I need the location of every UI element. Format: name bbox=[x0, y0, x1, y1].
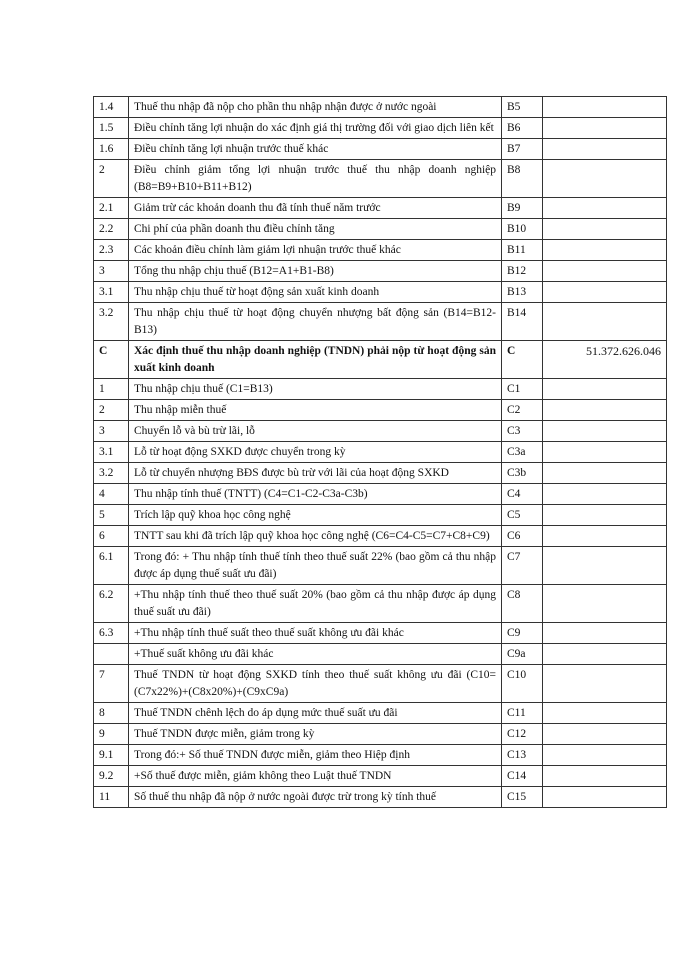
table-row bbox=[94, 219, 667, 240]
row-value-cell bbox=[543, 703, 667, 724]
row-value-cell bbox=[543, 400, 667, 421]
row-code-cell: B14 bbox=[502, 303, 543, 341]
row-code-cell: B6 bbox=[502, 118, 543, 139]
row-description-cell: Thu nhập chịu thuế từ hoạt động chuyển nhượng bất động sản (B14=B12-B13) bbox=[129, 303, 502, 341]
row-number-cell: 2 bbox=[94, 160, 129, 198]
row-value-cell bbox=[543, 261, 667, 282]
row-description-cell: Điều chỉnh tăng lợi nhuận trước thuế khác bbox=[129, 139, 502, 160]
row-number-cell: 2.3 bbox=[94, 240, 129, 261]
row-number-cell: 1.6 bbox=[94, 139, 129, 160]
table-row bbox=[94, 421, 667, 442]
row-number-cell: 7 bbox=[94, 665, 129, 703]
row-code-cell: B9 bbox=[502, 198, 543, 219]
row-value-cell bbox=[543, 766, 667, 787]
row-value-cell: 51.372.626.046 bbox=[543, 341, 667, 379]
row-code-cell: C3a bbox=[502, 442, 543, 463]
row-value-cell bbox=[543, 240, 667, 261]
row-number-cell: 3 bbox=[94, 261, 129, 282]
row-code-cell: C8 bbox=[502, 585, 543, 623]
table-row bbox=[94, 379, 667, 400]
row-code-cell: C2 bbox=[502, 400, 543, 421]
row-description-cell: Chi phí của phần doanh thu điều chỉnh tăng bbox=[129, 219, 502, 240]
row-code-cell: B10 bbox=[502, 219, 543, 240]
row-code-cell: C1 bbox=[502, 379, 543, 400]
row-value-cell bbox=[543, 198, 667, 219]
row-number-cell: 3.1 bbox=[94, 442, 129, 463]
row-description-cell: Lỗ từ hoạt động SXKD được chuyển trong kỳ bbox=[129, 442, 502, 463]
table-row bbox=[94, 766, 667, 787]
row-number-cell: 9 bbox=[94, 724, 129, 745]
row-code-cell: C3 bbox=[502, 421, 543, 442]
row-description-cell: Thu nhập miễn thuế bbox=[129, 400, 502, 421]
row-code-cell: C9a bbox=[502, 644, 543, 665]
row-description-cell: TNTT sau khi đã trích lập quỹ khoa học công nghệ (C6=C4-C5=C7+C8+C9) bbox=[129, 526, 502, 547]
row-code-cell: B12 bbox=[502, 261, 543, 282]
tax-table-body bbox=[94, 97, 667, 808]
row-number-cell: 4 bbox=[94, 484, 129, 505]
row-description-cell: Số thuế thu nhập đã nộp ở nước ngoài được trừ trong kỳ tính thuế bbox=[129, 787, 502, 808]
table-row bbox=[94, 303, 667, 341]
row-code-cell: C13 bbox=[502, 745, 543, 766]
table-row bbox=[94, 118, 667, 139]
row-number-cell: 1 bbox=[94, 379, 129, 400]
row-code-cell: C9 bbox=[502, 623, 543, 644]
row-description-cell: Giảm trừ các khoản doanh thu đã tính thuế năm trước bbox=[129, 198, 502, 219]
table-row bbox=[94, 787, 667, 808]
row-number-cell: 8 bbox=[94, 703, 129, 724]
row-value-cell bbox=[543, 379, 667, 400]
row-number-cell: 2 bbox=[94, 400, 129, 421]
row-value-cell bbox=[543, 585, 667, 623]
row-code-cell: C4 bbox=[502, 484, 543, 505]
row-value-cell bbox=[543, 745, 667, 766]
row-number-cell: 3.1 bbox=[94, 282, 129, 303]
table-row bbox=[94, 282, 667, 303]
row-value-cell bbox=[543, 505, 667, 526]
table-row bbox=[94, 505, 667, 526]
row-code-cell: B13 bbox=[502, 282, 543, 303]
table-row bbox=[94, 400, 667, 421]
row-code-cell: C14 bbox=[502, 766, 543, 787]
table-row bbox=[94, 703, 667, 724]
row-description-cell: Trong đó:+ Số thuế TNDN được miễn, giảm theo Hiệp định bbox=[129, 745, 502, 766]
table-row bbox=[94, 139, 667, 160]
row-number-cell: 3.2 bbox=[94, 463, 129, 484]
row-description-cell: Thuế TNDN chênh lệch do áp dụng mức thuế suất ưu đãi bbox=[129, 703, 502, 724]
row-number-cell: 1.5 bbox=[94, 118, 129, 139]
row-description-cell: +Thu nhập tính thuế theo thuế suất 20% (bao gồm cả thu nhập được áp dụng thuế suất ưu đãi) bbox=[129, 585, 502, 623]
row-number-cell: 6.2 bbox=[94, 585, 129, 623]
table-row bbox=[94, 623, 667, 644]
row-value-cell bbox=[543, 421, 667, 442]
table-row bbox=[94, 198, 667, 219]
row-description-cell: Xác định thuế thu nhập doanh nghiệp (TNDN) phải nộp từ hoạt động sản xuất kinh doanh bbox=[129, 341, 502, 379]
table-row bbox=[94, 644, 667, 665]
row-value-cell bbox=[543, 219, 667, 240]
row-description-cell: Thuế thu nhập đã nộp cho phần thu nhập nhận được ở nước ngoài bbox=[129, 97, 502, 118]
row-value-cell bbox=[543, 787, 667, 808]
table-row bbox=[94, 745, 667, 766]
table-row bbox=[94, 97, 667, 118]
row-number-cell: 6.1 bbox=[94, 547, 129, 585]
row-description-cell: +Số thuế được miễn, giảm không theo Luật thuế TNDN bbox=[129, 766, 502, 787]
table-row bbox=[94, 526, 667, 547]
row-value-cell bbox=[543, 139, 667, 160]
row-code-cell: C3b bbox=[502, 463, 543, 484]
row-description-cell: Điều chỉnh tăng lợi nhuận do xác định giá thị trường đối với giao dịch liên kết bbox=[129, 118, 502, 139]
row-number-cell: 3.2 bbox=[94, 303, 129, 341]
row-description-cell: +Thuế suất không ưu đãi khác bbox=[129, 644, 502, 665]
row-number-cell: 3 bbox=[94, 421, 129, 442]
tax-declaration-table bbox=[93, 96, 667, 808]
row-description-cell: Trong đó: + Thu nhập tính thuế tính theo thuế suất 22% (bao gồm cả thu nhập được áp dụng thuế suất ưu đãi) bbox=[129, 547, 502, 585]
table-row bbox=[94, 665, 667, 703]
row-value-cell bbox=[543, 547, 667, 585]
row-code-cell: C11 bbox=[502, 703, 543, 724]
row-value-cell bbox=[543, 160, 667, 198]
row-value-cell bbox=[543, 303, 667, 341]
row-number-cell: 1.4 bbox=[94, 97, 129, 118]
row-description-cell: Chuyển lỗ và bù trừ lãi, lỗ bbox=[129, 421, 502, 442]
row-description-cell: Thu nhập chịu thuế (C1=B13) bbox=[129, 379, 502, 400]
row-description-cell: Thu nhập chịu thuế từ hoạt động sản xuất kinh doanh bbox=[129, 282, 502, 303]
row-number-cell: 5 bbox=[94, 505, 129, 526]
row-number-cell: C bbox=[94, 341, 129, 379]
row-description-cell: Các khoản điều chỉnh làm giảm lợi nhuận trước thuế khác bbox=[129, 240, 502, 261]
row-code-cell: C10 bbox=[502, 665, 543, 703]
table-row bbox=[94, 484, 667, 505]
row-value-cell bbox=[543, 463, 667, 484]
row-code-cell: C15 bbox=[502, 787, 543, 808]
row-description-cell: Lỗ từ chuyển nhượng BĐS được bù trừ với lãi của hoạt động SXKD bbox=[129, 463, 502, 484]
row-description-cell: Thuế TNDN được miễn, giảm trong kỳ bbox=[129, 724, 502, 745]
row-code-cell: B7 bbox=[502, 139, 543, 160]
row-code-cell: C6 bbox=[502, 526, 543, 547]
table-row bbox=[94, 585, 667, 623]
row-code-cell: C bbox=[502, 341, 543, 379]
row-code-cell: B11 bbox=[502, 240, 543, 261]
row-code-cell: C5 bbox=[502, 505, 543, 526]
row-code-cell: C12 bbox=[502, 724, 543, 745]
row-value-cell bbox=[543, 623, 667, 644]
row-value-cell bbox=[543, 97, 667, 118]
row-value-cell bbox=[543, 644, 667, 665]
table-row bbox=[94, 240, 667, 261]
table-row bbox=[94, 341, 667, 379]
row-code-cell: B8 bbox=[502, 160, 543, 198]
row-number-cell: 6.3 bbox=[94, 623, 129, 644]
row-description-cell: Tổng thu nhập chịu thuế (B12=A1+B1-B8) bbox=[129, 261, 502, 282]
row-value-cell bbox=[543, 724, 667, 745]
row-value-cell bbox=[543, 484, 667, 505]
row-value-cell bbox=[543, 118, 667, 139]
row-number-cell: 9.1 bbox=[94, 745, 129, 766]
row-description-cell: Điều chỉnh giảm tổng lợi nhuận trước thuế thu nhập doanh nghiệp (B8=B9+B10+B11+B12) bbox=[129, 160, 502, 198]
table-row bbox=[94, 463, 667, 484]
table-row bbox=[94, 160, 667, 198]
row-value-cell bbox=[543, 665, 667, 703]
row-number-cell: 6 bbox=[94, 526, 129, 547]
table-row bbox=[94, 261, 667, 282]
table-row bbox=[94, 547, 667, 585]
table-row bbox=[94, 724, 667, 745]
row-number-cell bbox=[94, 644, 129, 665]
row-number-cell: 9.2 bbox=[94, 766, 129, 787]
row-description-cell: Thuế TNDN từ hoạt động SXKD tính theo thuế suất không ưu đãi (C10=(C7x22%)+(C8x20%)+(C9xC9a) bbox=[129, 665, 502, 703]
row-code-cell: C7 bbox=[502, 547, 543, 585]
row-value-cell bbox=[543, 526, 667, 547]
row-number-cell: 2.1 bbox=[94, 198, 129, 219]
row-number-cell: 2.2 bbox=[94, 219, 129, 240]
row-description-cell: +Thu nhập tính thuế suất theo thuế suất không ưu đãi khác bbox=[129, 623, 502, 644]
table-row bbox=[94, 442, 667, 463]
row-code-cell: B5 bbox=[502, 97, 543, 118]
row-value-cell bbox=[543, 442, 667, 463]
row-number-cell: 11 bbox=[94, 787, 129, 808]
row-value-cell bbox=[543, 282, 667, 303]
row-description-cell: Trích lập quỹ khoa học công nghệ bbox=[129, 505, 502, 526]
row-description-cell: Thu nhập tính thuế (TNTT) (C4=C1-C2-C3a-C3b) bbox=[129, 484, 502, 505]
